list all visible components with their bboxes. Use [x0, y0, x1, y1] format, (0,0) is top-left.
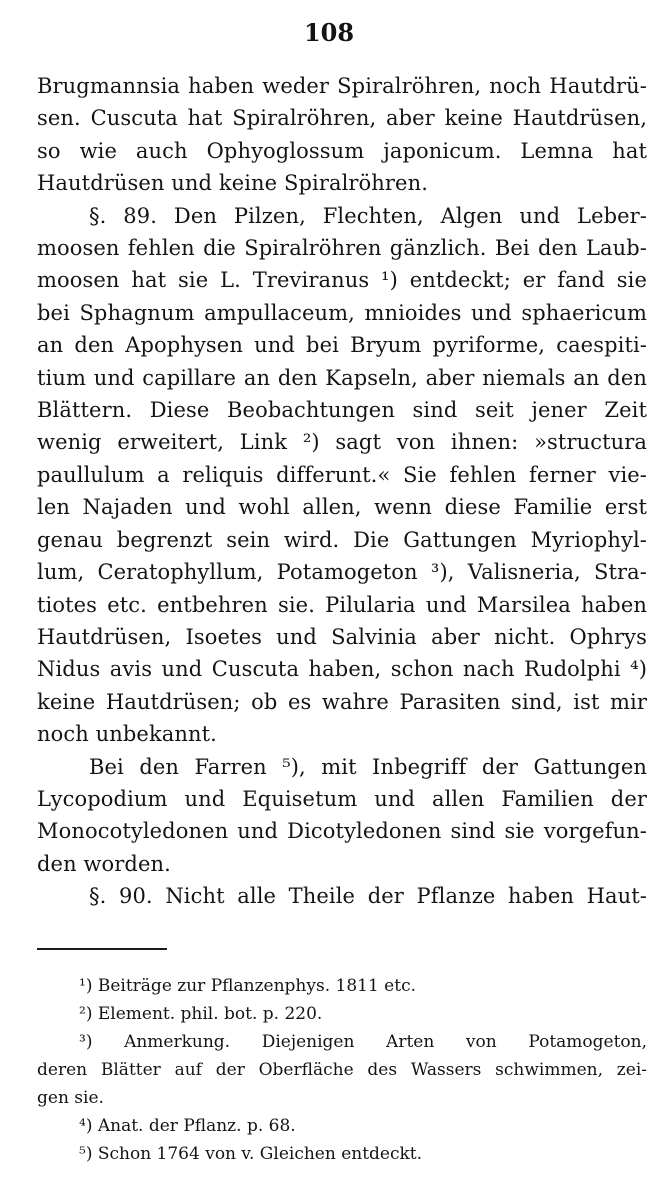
text-line: moosen hat sie L. Treviranus ¹) entdeckt; er fand sie [37, 268, 647, 293]
footnote-5: ⁵) Schon 1764 von v. Gleichen entdeckt. [79, 1144, 423, 1164]
footnote-1: ¹) Beiträge zur Pflanzenphys. 1811 etc. [79, 976, 416, 996]
text-line: paullulum a reliquis differunt.« Sie fehlen ferner vie- [37, 462, 647, 487]
text-line: noch unbekannt. [37, 722, 217, 747]
section-89-heading-line: §. 89. Den Pilzen, Flechten, Algen und Leber- [89, 203, 647, 228]
text-line: tium und capillare an den Kapseln, aber niemals an den [37, 365, 647, 390]
text-line: bei Sphagnum ampullaceum, mnioides und sphaericum [37, 300, 647, 325]
footnote-divider [37, 948, 167, 950]
text-line: wenig erweitert, Link ²) sagt von ihnen: »structura [37, 430, 647, 455]
text-line: tiotes etc. entbehren sie. Pilularia und Marsilea haben [37, 592, 647, 617]
text-line: so wie auch Ophyoglossum japonicum. Lemna hat [37, 138, 647, 163]
text-line: sen. Cuscuta hat Spiralröhren, aber keine Hautdrüsen, [37, 106, 647, 131]
footnote-3: ³) Anmerkung. Diejenigen Arten von Potamogeton, [79, 1032, 647, 1052]
text-line: lum, Ceratophyllum, Potamogeton ³), Valisneria, Stra- [37, 560, 647, 585]
page-number: 108 [303, 18, 355, 47]
text-line: Brugmannsia haben weder Spiralröhren, noch Hautdrü- [37, 74, 647, 98]
section-90-heading-line: §. 90. Nicht alle Theile der Pflanze haben Haut- [89, 884, 647, 909]
text-line: genau begrenzt sein wird. Die Gattungen Myriophyl- [37, 527, 647, 552]
text-line: moosen fehlen die Spiralröhren gänzlich. Bei den Laub- [37, 236, 647, 261]
footnote-2: ²) Element. phil. bot. p. 220. [79, 1004, 323, 1024]
footnote-3-continued: gen sie. [37, 1088, 104, 1108]
text-line: Hautdrüsen, Isoetes und Salvinia aber nicht. Ophrys [37, 624, 647, 649]
footnotes [37, 972, 647, 1168]
text-line: Monocotyledonen und Dicotyledonen sind sie vorgefun- [37, 819, 647, 844]
text-line: Lycopodium und Equisetum und allen Familien der [37, 786, 647, 811]
text-line: len Najaden und wohl allen, wenn diese Familie erst [37, 495, 647, 520]
text-line: an den Apophysen und bei Bryum pyriforme, caespiti- [37, 333, 647, 358]
text-line: Nidus avis und Cuscuta haben, schon nach Rudolphi ⁴) [37, 657, 647, 682]
body-text [37, 70, 647, 913]
text-line: Blättern. Diese Beobachtungen sind seit jener Zeit [37, 398, 647, 423]
text-line: keine Hautdrüsen; ob es wahre Parasiten sind, ist mir [37, 689, 647, 714]
text-line: Hautdrüsen und keine Spiralröhren. [37, 171, 428, 196]
text-line: den worden. [37, 851, 171, 876]
footnote-3-continued: deren Blätter auf der Oberfläche des Wassers schwimmen, zei- [37, 1060, 647, 1080]
footnote-4: ⁴) Anat. der Pflanz. p. 68. [79, 1116, 296, 1136]
text-line: Bei den Farren ⁵), mit Inbegriff der Gattungen [89, 754, 647, 779]
